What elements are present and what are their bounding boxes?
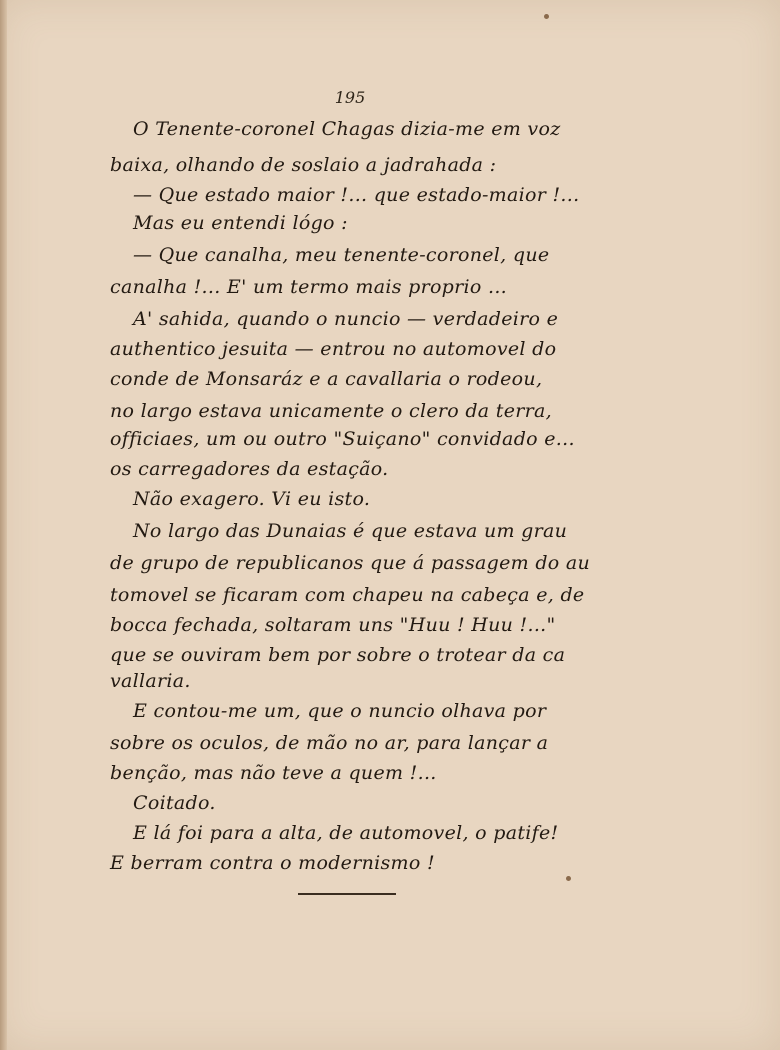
- text-line: bocca fechada, soltaram uns "Huu ! Huu !...": [110, 614, 556, 636]
- text-line: Não exagero. Vi eu isto.: [133, 488, 371, 510]
- text-line: de grupo de republicanos que á passagem do au: [110, 552, 591, 574]
- text-line: tomovel se ficaram com chapeu na cabeça e, de: [110, 584, 585, 606]
- text-line: sobre os oculos, de mão no ar, para lançar a: [110, 732, 549, 754]
- page-left-edge: [0, 0, 7, 1050]
- text-line: authentico jesuita — entrou no automovel do: [110, 338, 557, 360]
- text-line: A' sahida, quando o nuncio — verdadeiro e: [133, 308, 559, 330]
- text-line: E lá foi para a alta, de automovel, o patife!: [133, 822, 559, 844]
- text-line: no largo estava unicamente o clero da terra,: [110, 400, 552, 422]
- text-line: benção, mas não teve a quem !...: [110, 762, 437, 784]
- text-line: Mas eu entendi lógo :: [133, 212, 348, 234]
- ink-spot: [566, 876, 571, 881]
- text-line: O Tenente-coronel Chagas dizia-me em voz: [133, 118, 561, 140]
- text-line: Coitado.: [133, 792, 216, 814]
- ink-spot: [544, 14, 549, 19]
- text-line: baixa, olhando de soslaio a jadrahada :: [110, 154, 497, 176]
- closing-rule: [298, 893, 396, 895]
- text-line: os carregadores da estação.: [110, 458, 389, 480]
- page-number: 195: [334, 88, 366, 107]
- text-line: conde de Monsaráz e a cavallaria o rodeou,: [110, 368, 543, 390]
- text-line: E contou-me um, que o nuncio olhava por: [133, 700, 547, 722]
- text-line: vallaria.: [110, 670, 191, 692]
- text-line: — Que canalha, meu tenente-coronel, que: [133, 244, 550, 266]
- text-line: que se ouviram bem por sobre o trotear da ca: [110, 644, 566, 666]
- text-line: E berram contra o modernismo !: [110, 852, 435, 874]
- text-line: canalha !... E' um termo mais proprio ...: [110, 276, 508, 298]
- text-line: No largo das Dunaias é que estava um grau: [133, 520, 568, 542]
- text-line: officiaes, um ou outro "Suiçano" convidado e...: [110, 428, 575, 450]
- text-line: — Que estado maior !... que estado-maior !...: [133, 184, 580, 206]
